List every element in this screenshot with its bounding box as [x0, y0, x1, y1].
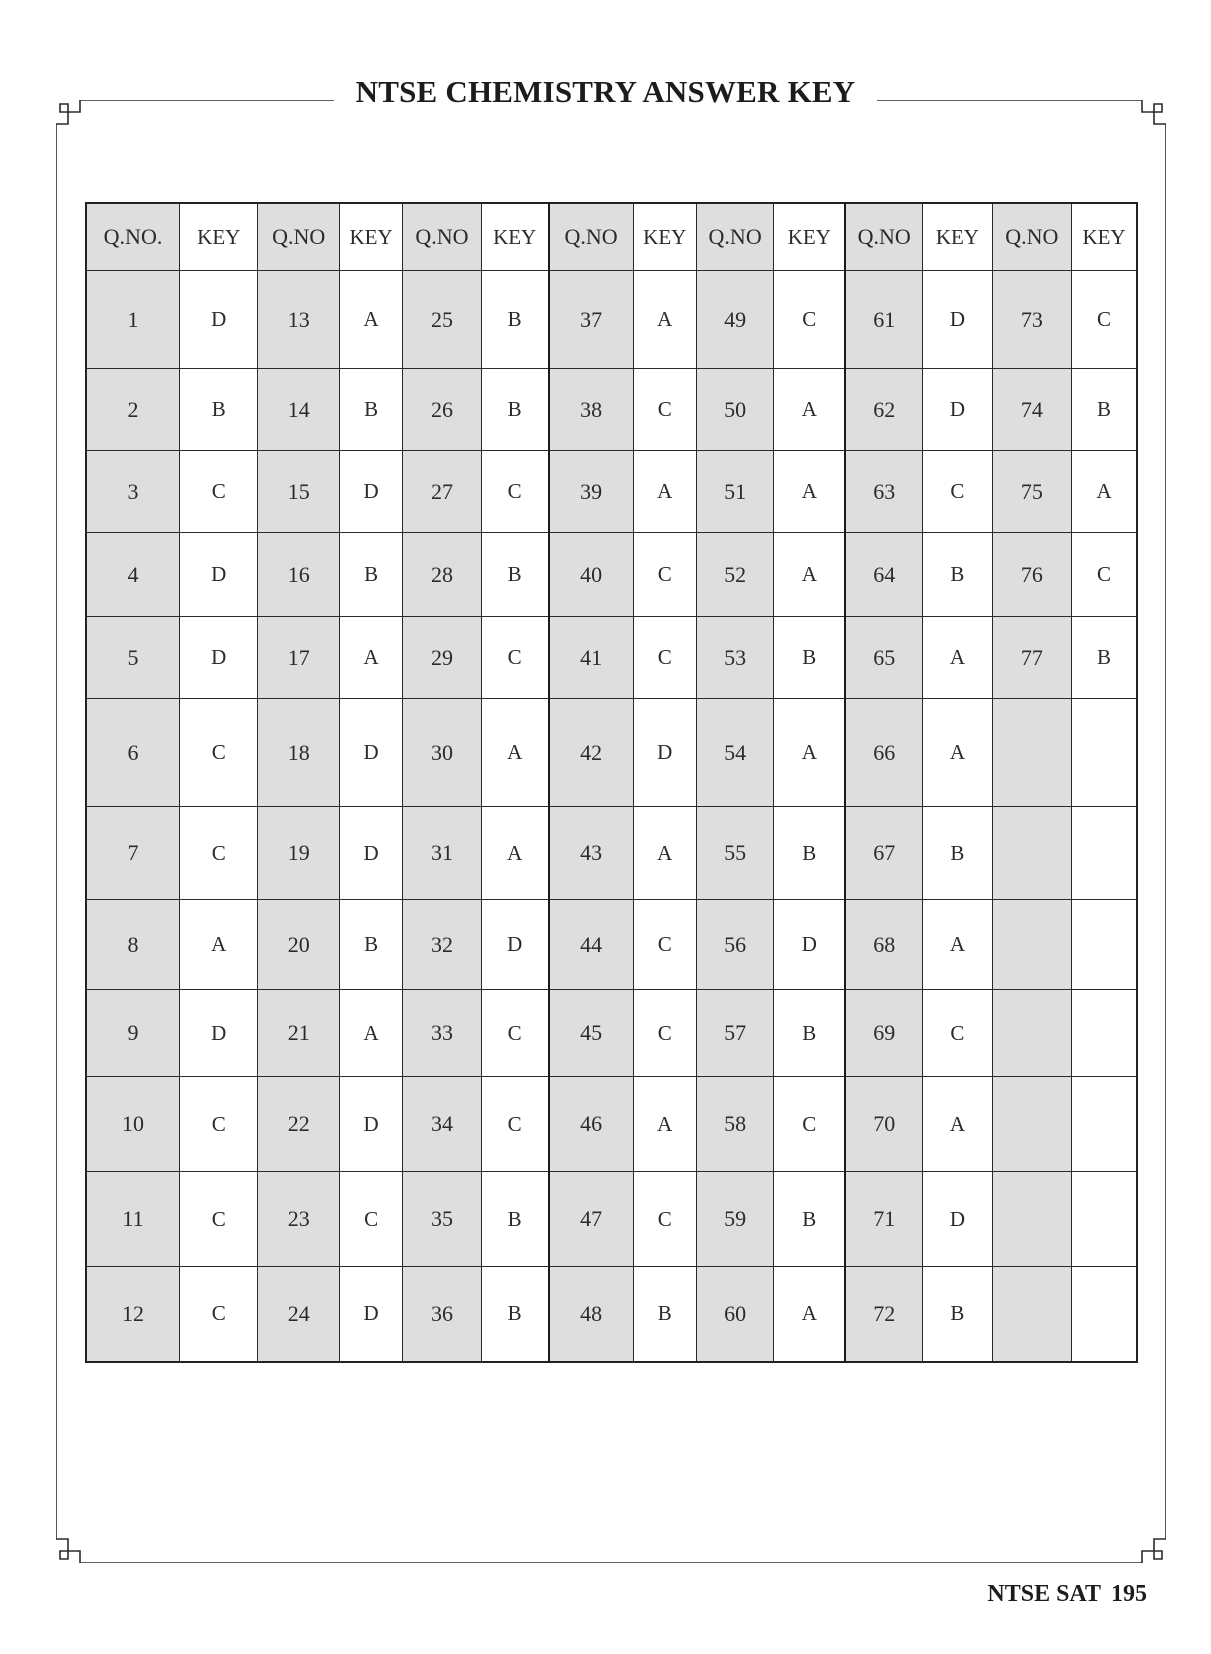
- question-number-cell: 8: [86, 900, 180, 990]
- question-number-cell: 11: [86, 1172, 180, 1267]
- answer-key-cell: C: [1072, 271, 1137, 369]
- answer-key-cell: D: [774, 900, 845, 990]
- table-row: [86, 1267, 1137, 1362]
- question-number-cell: 27: [403, 451, 481, 533]
- question-number-cell: 13: [258, 271, 339, 369]
- answer-key-cell: [1072, 1077, 1137, 1172]
- question-number-cell: 4: [86, 533, 180, 617]
- answer-key-cell: A: [633, 271, 696, 369]
- question-number-cell: 61: [845, 271, 922, 369]
- question-number-cell: 17: [258, 617, 339, 699]
- answer-key-cell: B: [774, 990, 845, 1077]
- answer-key-cell: C: [339, 1172, 402, 1267]
- question-number-cell: 64: [845, 533, 922, 617]
- answer-key-cell: C: [180, 1077, 258, 1172]
- answer-key-cell: C: [481, 1077, 548, 1172]
- answer-key-cell: A: [180, 900, 258, 990]
- answer-key-cell: D: [180, 617, 258, 699]
- question-number-cell: 46: [549, 1077, 633, 1172]
- column-header-key: KEY: [481, 203, 548, 271]
- question-number-cell: 3: [86, 451, 180, 533]
- answer-key-cell: C: [1072, 533, 1137, 617]
- question-number-cell: 20: [258, 900, 339, 990]
- question-number-cell: 52: [696, 533, 773, 617]
- answer-key-cell: A: [633, 1077, 696, 1172]
- question-number-cell: 66: [845, 699, 922, 807]
- question-number-cell: 55: [696, 807, 773, 900]
- answer-key-cell: C: [774, 1077, 845, 1172]
- column-header-key: KEY: [923, 203, 992, 271]
- answer-key-cell: C: [180, 1267, 258, 1362]
- answer-key-cell: C: [180, 699, 258, 807]
- answer-key-cell: B: [339, 369, 402, 451]
- question-number-cell: 60: [696, 1267, 773, 1362]
- question-number-cell: 53: [696, 617, 773, 699]
- question-number-cell: 36: [403, 1267, 481, 1362]
- table-row: [86, 1172, 1137, 1267]
- column-header-key: KEY: [774, 203, 845, 271]
- answer-key-cell: A: [633, 451, 696, 533]
- question-number-cell: [992, 699, 1071, 807]
- question-number-cell: 38: [549, 369, 633, 451]
- question-number-cell: 42: [549, 699, 633, 807]
- answer-key-cell: C: [481, 451, 548, 533]
- question-number-cell: 5: [86, 617, 180, 699]
- answer-key-cell: A: [923, 1077, 992, 1172]
- answer-key-cell: D: [923, 369, 992, 451]
- question-number-cell: 7: [86, 807, 180, 900]
- question-number-cell: [992, 807, 1071, 900]
- answer-key-cell: D: [633, 699, 696, 807]
- answer-key-cell: C: [180, 451, 258, 533]
- answer-key-cell: A: [339, 990, 402, 1077]
- answer-key-cell: A: [774, 451, 845, 533]
- column-header-qno: Q.NO.: [86, 203, 180, 271]
- table-row: [86, 1077, 1137, 1172]
- question-number-cell: 24: [258, 1267, 339, 1362]
- table-row: [86, 451, 1137, 533]
- answer-key-cell: D: [339, 1267, 402, 1362]
- answer-key-cell: C: [180, 807, 258, 900]
- question-number-cell: 70: [845, 1077, 922, 1172]
- question-number-cell: 74: [992, 369, 1071, 451]
- answer-key-cell: B: [481, 1172, 548, 1267]
- question-number-cell: 47: [549, 1172, 633, 1267]
- question-number-cell: 62: [845, 369, 922, 451]
- answer-key-cell: D: [339, 807, 402, 900]
- column-header-qno: Q.NO: [549, 203, 633, 271]
- question-number-cell: 19: [258, 807, 339, 900]
- question-number-cell: 12: [86, 1267, 180, 1362]
- answer-key-cell: C: [923, 990, 992, 1077]
- answer-key-cell: [1072, 699, 1137, 807]
- answer-key-cell: C: [633, 369, 696, 451]
- answer-key-cell: [1072, 1267, 1137, 1362]
- answer-key-cell: C: [481, 990, 548, 1077]
- column-header-key: KEY: [1072, 203, 1137, 271]
- question-number-cell: 6: [86, 699, 180, 807]
- question-number-cell: 16: [258, 533, 339, 617]
- question-number-cell: 48: [549, 1267, 633, 1362]
- table-header-row: [86, 203, 1137, 271]
- question-number-cell: 9: [86, 990, 180, 1077]
- table-row: [86, 533, 1137, 617]
- question-number-cell: 77: [992, 617, 1071, 699]
- answer-key-cell: D: [339, 1077, 402, 1172]
- question-number-cell: 2: [86, 369, 180, 451]
- question-number-cell: 10: [86, 1077, 180, 1172]
- question-number-cell: 68: [845, 900, 922, 990]
- answer-key-cell: A: [774, 369, 845, 451]
- table-row: [86, 699, 1137, 807]
- answer-key-cell: A: [633, 807, 696, 900]
- answer-key-cell: A: [923, 617, 992, 699]
- answer-key-cell: A: [481, 807, 548, 900]
- column-header-qno: Q.NO: [845, 203, 922, 271]
- question-number-cell: 57: [696, 990, 773, 1077]
- answer-key-cell: A: [923, 699, 992, 807]
- answer-key-cell: C: [481, 617, 548, 699]
- answer-key-cell: A: [774, 533, 845, 617]
- question-number-cell: 50: [696, 369, 773, 451]
- column-header-qno: Q.NO: [992, 203, 1071, 271]
- answer-key-cell: D: [339, 451, 402, 533]
- question-number-cell: 49: [696, 271, 773, 369]
- question-number-cell: 65: [845, 617, 922, 699]
- question-number-cell: 67: [845, 807, 922, 900]
- question-number-cell: 15: [258, 451, 339, 533]
- answer-key-cell: A: [481, 699, 548, 807]
- question-number-cell: [992, 1077, 1071, 1172]
- question-number-cell: 59: [696, 1172, 773, 1267]
- question-number-cell: [992, 990, 1071, 1077]
- answer-key-cell: D: [339, 699, 402, 807]
- answer-key-cell: B: [481, 369, 548, 451]
- question-number-cell: 76: [992, 533, 1071, 617]
- column-header-key: KEY: [180, 203, 258, 271]
- answer-key-cell: B: [481, 1267, 548, 1362]
- question-number-cell: 22: [258, 1077, 339, 1172]
- question-number-cell: 35: [403, 1172, 481, 1267]
- question-number-cell: 54: [696, 699, 773, 807]
- question-number-cell: 33: [403, 990, 481, 1077]
- question-number-cell: 45: [549, 990, 633, 1077]
- answer-key-cell: C: [633, 900, 696, 990]
- answer-key-cell: A: [774, 1267, 845, 1362]
- answer-key-cell: D: [180, 533, 258, 617]
- answer-key-cell: A: [774, 699, 845, 807]
- column-header-key: KEY: [339, 203, 402, 271]
- answer-key-cell: A: [339, 271, 402, 369]
- question-number-cell: 21: [258, 990, 339, 1077]
- question-number-cell: 73: [992, 271, 1071, 369]
- answer-key-cell: A: [1072, 451, 1137, 533]
- answer-key-cell: B: [774, 1172, 845, 1267]
- question-number-cell: 39: [549, 451, 633, 533]
- question-number-cell: 25: [403, 271, 481, 369]
- question-number-cell: 44: [549, 900, 633, 990]
- table-row: [86, 807, 1137, 900]
- question-number-cell: 1: [86, 271, 180, 369]
- question-number-cell: 41: [549, 617, 633, 699]
- answer-key-cell: D: [481, 900, 548, 990]
- question-number-cell: 40: [549, 533, 633, 617]
- answer-key-cell: C: [633, 990, 696, 1077]
- question-number-cell: 28: [403, 533, 481, 617]
- question-number-cell: 18: [258, 699, 339, 807]
- footer-label: NTSE SAT: [987, 1581, 1101, 1607]
- answer-key-cell: C: [633, 617, 696, 699]
- answer-key-cell: [1072, 807, 1137, 900]
- answer-key-cell: B: [774, 617, 845, 699]
- question-number-cell: 23: [258, 1172, 339, 1267]
- answer-key-cell: B: [180, 369, 258, 451]
- question-number-cell: 29: [403, 617, 481, 699]
- question-number-cell: 69: [845, 990, 922, 1077]
- answer-key-cell: C: [180, 1172, 258, 1267]
- answer-key-cell: B: [339, 533, 402, 617]
- question-number-cell: 31: [403, 807, 481, 900]
- answer-key-cell: B: [1072, 369, 1137, 451]
- column-header-qno: Q.NO: [258, 203, 339, 271]
- answer-key-cell: D: [180, 990, 258, 1077]
- answer-key-cell: B: [481, 533, 548, 617]
- answer-key-cell: D: [923, 1172, 992, 1267]
- table-row: [86, 369, 1137, 451]
- table-row: [86, 900, 1137, 990]
- question-number-cell: 32: [403, 900, 481, 990]
- question-number-cell: 51: [696, 451, 773, 533]
- answer-key-cell: [1072, 900, 1137, 990]
- question-number-cell: 14: [258, 369, 339, 451]
- question-number-cell: [992, 1172, 1071, 1267]
- answer-key-cell: B: [339, 900, 402, 990]
- answer-key-cell: [1072, 1172, 1137, 1267]
- question-number-cell: [992, 900, 1071, 990]
- page-title: NTSE CHEMISTRY ANSWER KEY: [334, 74, 878, 110]
- question-number-cell: 34: [403, 1077, 481, 1172]
- question-number-cell: 58: [696, 1077, 773, 1172]
- question-number-cell: 72: [845, 1267, 922, 1362]
- table-row: [86, 990, 1137, 1077]
- answer-key-cell: B: [923, 533, 992, 617]
- answer-key-cell: C: [633, 533, 696, 617]
- page-footer: [987, 1581, 1147, 1608]
- column-header-key: KEY: [633, 203, 696, 271]
- question-number-cell: 30: [403, 699, 481, 807]
- question-number-cell: 75: [992, 451, 1071, 533]
- question-number-cell: 26: [403, 369, 481, 451]
- question-number-cell: [992, 1267, 1071, 1362]
- answer-key-cell: B: [923, 1267, 992, 1362]
- question-number-cell: 37: [549, 271, 633, 369]
- question-number-cell: 43: [549, 807, 633, 900]
- question-number-cell: 56: [696, 900, 773, 990]
- question-number-cell: 71: [845, 1172, 922, 1267]
- table-body: [86, 271, 1137, 1362]
- table-row: [86, 271, 1137, 369]
- answer-key-cell: A: [923, 900, 992, 990]
- answer-key-cell: C: [774, 271, 845, 369]
- answer-key-cell: B: [633, 1267, 696, 1362]
- question-number-cell: 63: [845, 451, 922, 533]
- answer-key-cell: A: [339, 617, 402, 699]
- answer-key-cell: D: [923, 271, 992, 369]
- answer-key-table: [85, 202, 1138, 1363]
- column-header-qno: Q.NO: [696, 203, 773, 271]
- column-header-qno: Q.NO: [403, 203, 481, 271]
- answer-key-cell: C: [923, 451, 992, 533]
- page-number: 195: [1111, 1581, 1147, 1607]
- answer-key-cell: B: [481, 271, 548, 369]
- answer-key-cell: D: [180, 271, 258, 369]
- table-row: [86, 617, 1137, 699]
- answer-key-cell: C: [633, 1172, 696, 1267]
- answer-key-cell: B: [774, 807, 845, 900]
- answer-key-cell: B: [1072, 617, 1137, 699]
- answer-key-cell: B: [923, 807, 992, 900]
- answer-key-cell: [1072, 990, 1137, 1077]
